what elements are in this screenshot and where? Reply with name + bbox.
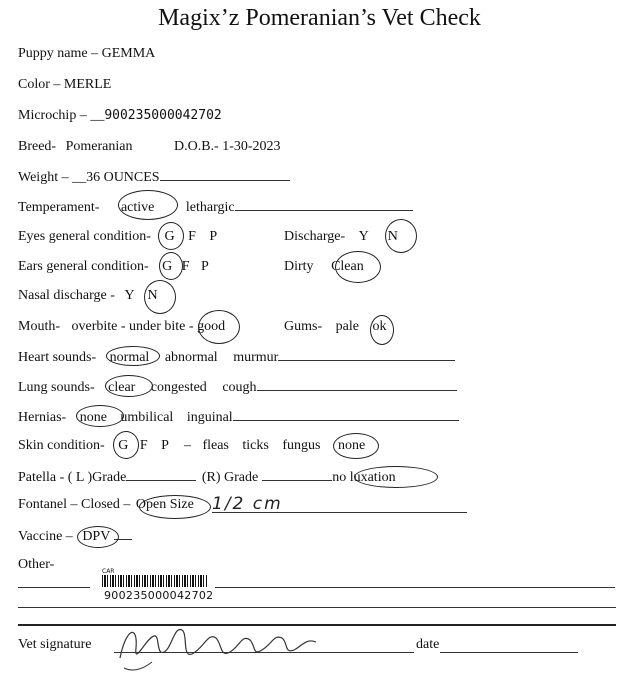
hernias-label: Hernias- [18, 410, 67, 425]
eyes-discharge [284, 229, 398, 245]
microchip-number: 900235000042702 [104, 108, 222, 123]
skin-ticks: ticks [242, 438, 269, 453]
other-line-2 [18, 607, 616, 608]
discharge-y: Y [358, 229, 369, 244]
ears-p: P [201, 259, 209, 274]
circle-good [198, 310, 240, 344]
microchip-row [18, 108, 222, 124]
mouth-good: good [197, 319, 226, 334]
fontanel-size: 1/2 cm [212, 494, 283, 514]
circle-ears-g [159, 252, 183, 280]
temperament-active: active [120, 200, 155, 215]
patella-value: no luxation [332, 470, 396, 485]
cough-underline [257, 378, 457, 391]
circle-hernias-none [76, 405, 124, 427]
mouth-label: Mouth- [18, 319, 60, 334]
inguinal-underline [233, 408, 459, 421]
circle-nasal-n [144, 280, 176, 314]
hernias-umbilical: umbilical [120, 410, 174, 425]
sticker-barcode [102, 575, 208, 587]
sticker-label: CAR [102, 568, 115, 575]
skin-dash: – [183, 438, 191, 453]
circle-skin-g [113, 431, 139, 459]
nasal-label: Nasal discharge - [18, 288, 115, 303]
other-line-1b [215, 587, 615, 588]
patella-r: (R) Grade [201, 470, 259, 485]
circle-active [118, 190, 178, 220]
fontanel-open: Open Size [135, 497, 194, 512]
fontanel-label: Fontanel – Closed – [18, 497, 131, 512]
temperament-underline [235, 198, 413, 211]
breed-row [18, 139, 281, 155]
ears-f: F [181, 259, 190, 274]
heart-abnormal: abnormal [164, 350, 218, 365]
discharge-label: Discharge- [284, 229, 346, 244]
skin-row [18, 438, 365, 454]
circle-eyes-g [158, 222, 184, 250]
eyes-p: P [209, 229, 218, 244]
skin-label: Skin condition- [18, 438, 105, 453]
other-line-1a [18, 587, 90, 588]
ears-g: G [162, 259, 173, 274]
gums-ok: ok [372, 319, 387, 334]
other-label: Other- [18, 557, 55, 572]
microchip-sticker [96, 568, 214, 606]
gums-label: Gums- [284, 319, 323, 334]
skin-f: F [139, 438, 148, 453]
temperament-row [18, 198, 413, 216]
dob: D.O.B.- 1-30-2023 [173, 139, 281, 154]
circle-normal [106, 346, 160, 366]
vaccine-value: DPV [82, 529, 111, 544]
patella-label: Patella - ( L )Grade [18, 470, 127, 485]
temperament-label: Temperament- [18, 200, 100, 215]
sticker-number: 900235000042702 [104, 589, 214, 602]
fontanel-underline [212, 512, 467, 513]
skin-fleas: fleas [202, 438, 229, 453]
vaccine-label: Vaccine – [18, 529, 73, 544]
eyes-row [18, 229, 217, 245]
clean-label: Clean [331, 259, 364, 274]
vet-signature-scribble [112, 618, 332, 674]
heart-label: Heart sounds- [18, 350, 97, 365]
heart-row [18, 348, 455, 366]
color: Color – MERLE [18, 77, 112, 92]
temperament-lethargic: lethargic [185, 200, 235, 215]
lung-clear: clear [108, 380, 136, 395]
nasal-row [18, 288, 158, 304]
lung-cough: cough [222, 380, 257, 395]
overbite: overbite - under bite - [71, 319, 194, 334]
eyes-g: G [164, 229, 175, 244]
gums-pale: pale [335, 319, 359, 334]
skin-fungus: fungus [282, 438, 321, 453]
weight-underline [160, 168, 290, 181]
breed-label: Breed- [18, 139, 57, 154]
date-line [440, 652, 578, 653]
skin-none: none [337, 438, 366, 453]
weight: Weight – __36 OUNCES [18, 170, 160, 185]
circle-open-size [139, 495, 211, 519]
lung-label: Lung sounds- [18, 380, 95, 395]
nasal-y: Y [124, 288, 135, 303]
circle-skin-none [333, 433, 379, 459]
circle-no-luxation [354, 466, 438, 488]
vet-signature-label: Vet signature [18, 637, 92, 652]
heart-murmur: murmur [233, 350, 279, 365]
heart-normal: normal [109, 350, 150, 365]
patella-r-underline [262, 468, 332, 481]
skin-p: P [161, 438, 169, 453]
date-label: date [416, 637, 440, 652]
nasal-n: N [147, 288, 158, 303]
patella-row [18, 468, 396, 486]
patella-l-underline [126, 468, 196, 481]
circle-clear [105, 375, 153, 397]
mouth-row [18, 319, 225, 335]
page-title: Magix’z Pomeranian’s Vet Check [158, 5, 481, 31]
skin-g: G [118, 438, 129, 453]
circle-discharge-n [385, 219, 417, 253]
lung-row [18, 378, 457, 396]
dirty-label: Dirty [284, 259, 314, 274]
circle-dpv [77, 526, 119, 548]
ears-label: Ears general condition- [18, 259, 149, 274]
murmur-underline [278, 348, 455, 361]
hernias-inguinal: inguinal [186, 410, 233, 425]
hernias-none: none [79, 410, 107, 425]
breed-value: Pomeranian [65, 139, 133, 154]
circle-clean [335, 251, 381, 283]
microchip-label: Microchip – __ [18, 108, 105, 123]
eyes-label: Eyes general condition- [18, 229, 151, 244]
discharge-n: N [387, 229, 398, 244]
puppy-name: Puppy name – GEMMA [18, 46, 156, 61]
weight-row [18, 168, 290, 186]
lung-congested: congested [150, 380, 207, 395]
eyes-f: F [188, 229, 196, 244]
circle-ok [370, 315, 394, 345]
